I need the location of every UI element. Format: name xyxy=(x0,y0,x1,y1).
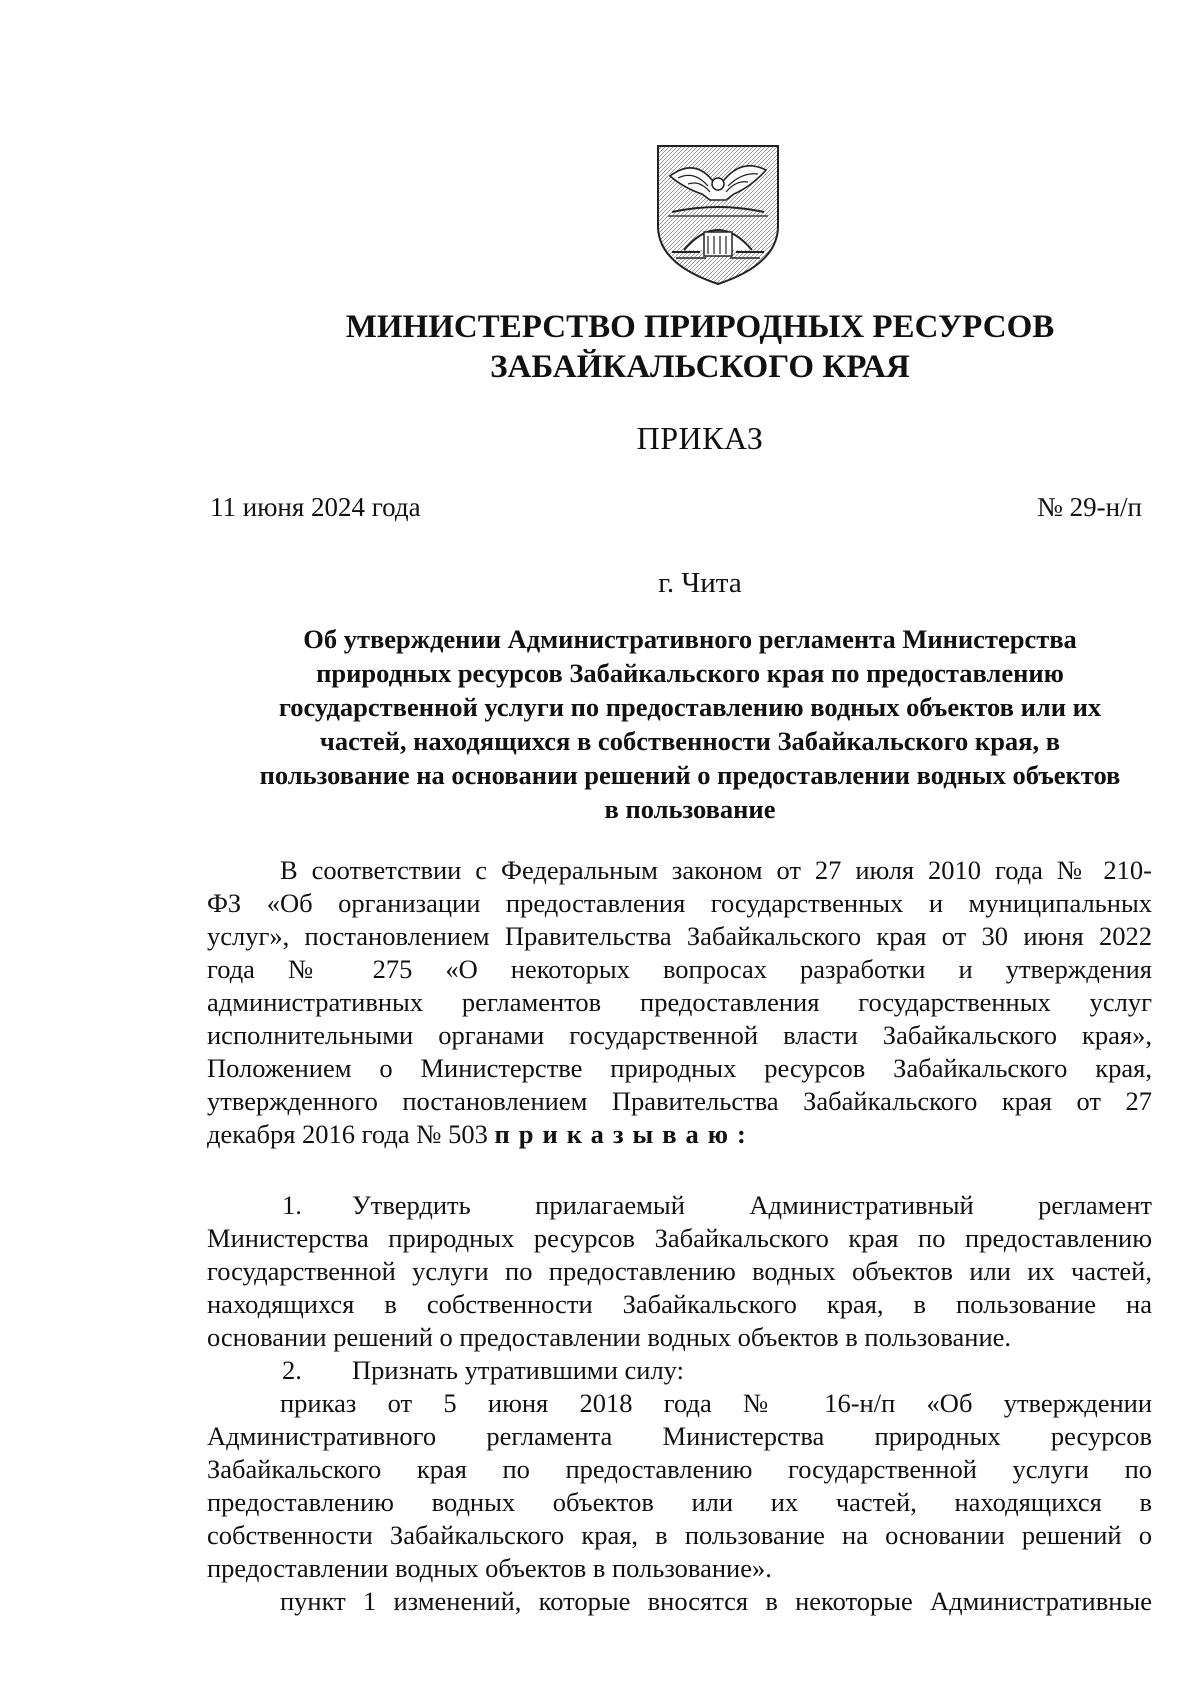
preamble-line: административных регламентов предоставления государственных услуг xyxy=(207,987,1152,1017)
item1-first-line: Утвердить прилагаемый Административный регламент xyxy=(352,1190,1152,1220)
title-line: частей, находящихся в собственности Забайкальского края, в xyxy=(319,726,1061,756)
orders-word: приказываю: xyxy=(494,1119,755,1149)
preamble-line: В соответствии с Федеральным законом от 27 июля 2010 года № 210- xyxy=(280,855,1152,885)
title-line: в пользование xyxy=(604,794,776,824)
item2-sub1-line: Забайкальского края по предоставлению государственной услуги по xyxy=(207,1454,1152,1484)
ministry-name-line2: ЗАБАЙКАЛЬСКОГО КРАЯ xyxy=(490,349,910,385)
preamble-line: исполнительными органами государственной власти Забайкальского края», xyxy=(207,1020,1152,1050)
title-line: природных ресурсов Забайкальского края по предоставлению xyxy=(316,658,1064,688)
document-number: № 29-н/п xyxy=(1037,492,1142,522)
preamble-line: услуг», постановлением Правительства Забайкальского края от 30 июня 2022 xyxy=(207,921,1152,951)
item2-sub1-line: собственности Забайкальского края, в пользование на основании решений о xyxy=(207,1520,1152,1550)
preamble-last-line xyxy=(207,1118,1152,1151)
item2-sub1-first-line: приказ от 5 июня 2018 года № 16-н/п «Об утверждении xyxy=(280,1388,1152,1418)
title-line: Об утверждении Административного регламента Министерства xyxy=(303,624,1077,654)
item1-line: государственной услуги по предоставлению водных объектов или их частей, xyxy=(207,1256,1152,1286)
item2-number: 2. xyxy=(282,1355,302,1385)
coat-of-arms-icon xyxy=(648,140,788,286)
item1-line: основании решений о предоставлении водных объектов в пользование. xyxy=(207,1322,1012,1352)
item2-text: Признать утратившими силу: xyxy=(352,1355,684,1385)
document-city: г. Чита xyxy=(658,567,742,599)
preamble-line: года № 275 «О некоторых вопросах разработки и утверждения xyxy=(207,954,1152,984)
title-line: пользование на основании решений о предоставлении водных объектов xyxy=(259,760,1121,790)
preamble-line: Положением о Министерстве природных ресурсов Забайкальского края, xyxy=(207,1053,1152,1083)
document-date: 11 июня 2024 года xyxy=(210,492,421,522)
ministry-name-line1: МИНИСТЕРСТВО ПРИРОДНЫХ РЕСУРСОВ xyxy=(345,309,1055,345)
item2-sub1-line: предоставлении водных объектов в пользование». xyxy=(207,1553,772,1583)
item2-sub2-first-line: пункт 1 изменений, которые вносятся в некоторые Административные xyxy=(280,1586,1152,1616)
item2-sub1-line: Административного регламента Министерства природных ресурсов xyxy=(207,1421,1152,1451)
item2-sub1-line: предоставлению водных объектов или их частей, находящихся в xyxy=(207,1487,1152,1517)
item1-line: Министерства природных ресурсов Забайкальского края по предоставлению xyxy=(207,1223,1152,1253)
title-line: государственной услуги по предоставлению водных объектов или их xyxy=(278,692,1102,722)
preamble-line: утвержденного постановлением Правительства Забайкальского края от 27 xyxy=(207,1086,1152,1116)
item1-number: 1. xyxy=(282,1190,302,1220)
item1-line: находящихся в собственности Забайкальского края, в пользование на xyxy=(207,1289,1152,1319)
preamble-last-text: декабря 2016 года № 503 xyxy=(207,1119,495,1149)
preamble-line: ФЗ «Об организации предоставления государственных и муниципальных xyxy=(207,888,1152,918)
document-type: ПРИКАЗ xyxy=(636,420,764,456)
